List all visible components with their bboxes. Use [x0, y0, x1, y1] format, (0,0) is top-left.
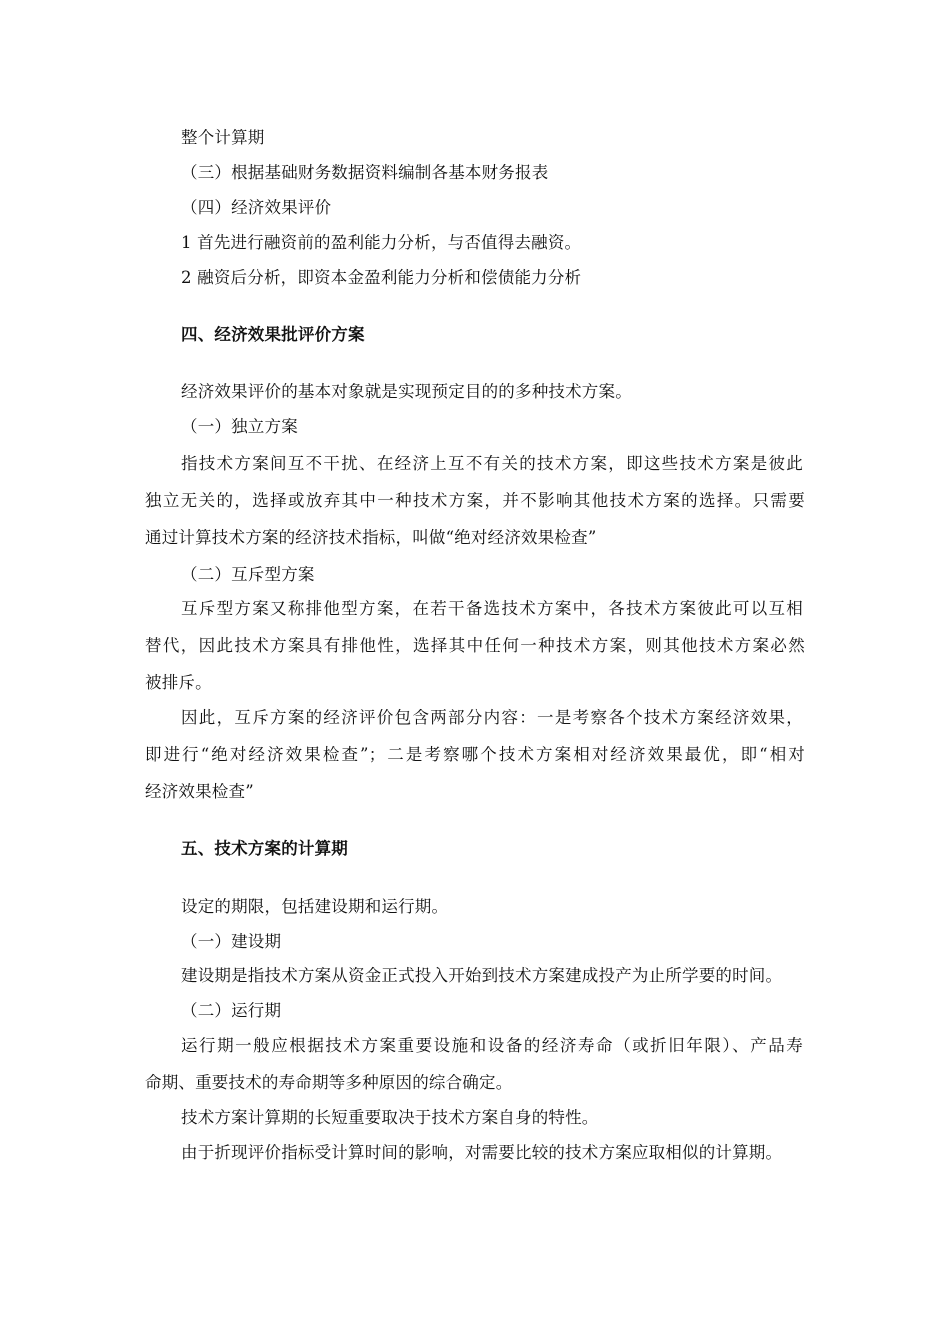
section-heading-4: 四、经济效果批评价方案: [181, 325, 365, 344]
subheading-operation: （二）运行期: [181, 1001, 282, 1020]
subheading-3: （三）根据基础财务数据资料编制各基本财务报表: [181, 163, 549, 182]
section-heading-5: 五、技术方案的计算期: [181, 839, 348, 858]
paragraph-line: 互斥型方案又称排他型方案，在若干备选技术方案中，各技术方案彼此可以互相: [181, 599, 803, 618]
paragraph-line: 因此，互斥方案的经济评价包含两部分内容：一是考察各个技术方案经济效果，: [181, 708, 803, 727]
text-line: 整个计算期: [181, 128, 265, 147]
paragraph-line: 由于折现评价指标受计算时间的影响，对需要比较的技术方案应取相似的计算期。: [181, 1143, 783, 1162]
paragraph-line: 即进行“绝对经济效果检查”；二是考察哪个技术方案相对经济效果最优，即“相对: [145, 745, 805, 764]
subheading-independent: （一）独立方案: [181, 417, 298, 436]
paragraph-line: 替代，因此技术方案具有排他性，选择其中任何一种技术方案，则其他技术方案必然: [145, 636, 805, 655]
subheading-construction: （一）建设期: [181, 932, 282, 951]
subheading-mutually-exclusive: （二）互斥型方案: [181, 565, 315, 584]
paragraph-line: 被排斥。: [145, 673, 212, 692]
paragraph-line: 设定的期限，包括建设期和运行期。: [181, 897, 449, 916]
subheading-4: （四）经济效果评价: [181, 198, 332, 217]
paragraph-line: 通过计算技术方案的经济技术指标，叫做“绝对经济效果检查”: [145, 528, 597, 547]
paragraph-line: 经济效果检查”: [145, 782, 254, 801]
paragraph-line: 命期、重要技术的寿命期等多种原因的综合确定。: [145, 1073, 513, 1092]
paragraph-line: 指技术方案间互不干扰、在经济上互不有关的技术方案，即这些技术方案是彼此: [181, 454, 803, 473]
paragraph-line: 建设期是指技术方案从资金正式投入开始到技术方案建成投产为止所学要的时间。: [181, 966, 783, 985]
list-item-2: 2 融资后分析，即资本金盈利能力分析和偿债能力分析: [181, 268, 582, 287]
paragraph-intro: 经济效果评价的基本对象就是实现预定目的的多种技术方案。: [181, 382, 632, 401]
list-item-1: 1 首先进行融资前的盈利能力分析，与否值得去融资。: [181, 233, 582, 252]
paragraph-line: 技术方案计算期的长短重要取决于技术方案自身的特性。: [181, 1108, 599, 1127]
paragraph-line: 运行期一般应根据技术方案重要设施和设备的经济寿命（或折旧年限）、产品寿: [181, 1036, 803, 1055]
paragraph-line: 独立无关的，选择或放弃其中一种技术方案，并不影响其他技术方案的选择。只需要: [145, 491, 805, 510]
